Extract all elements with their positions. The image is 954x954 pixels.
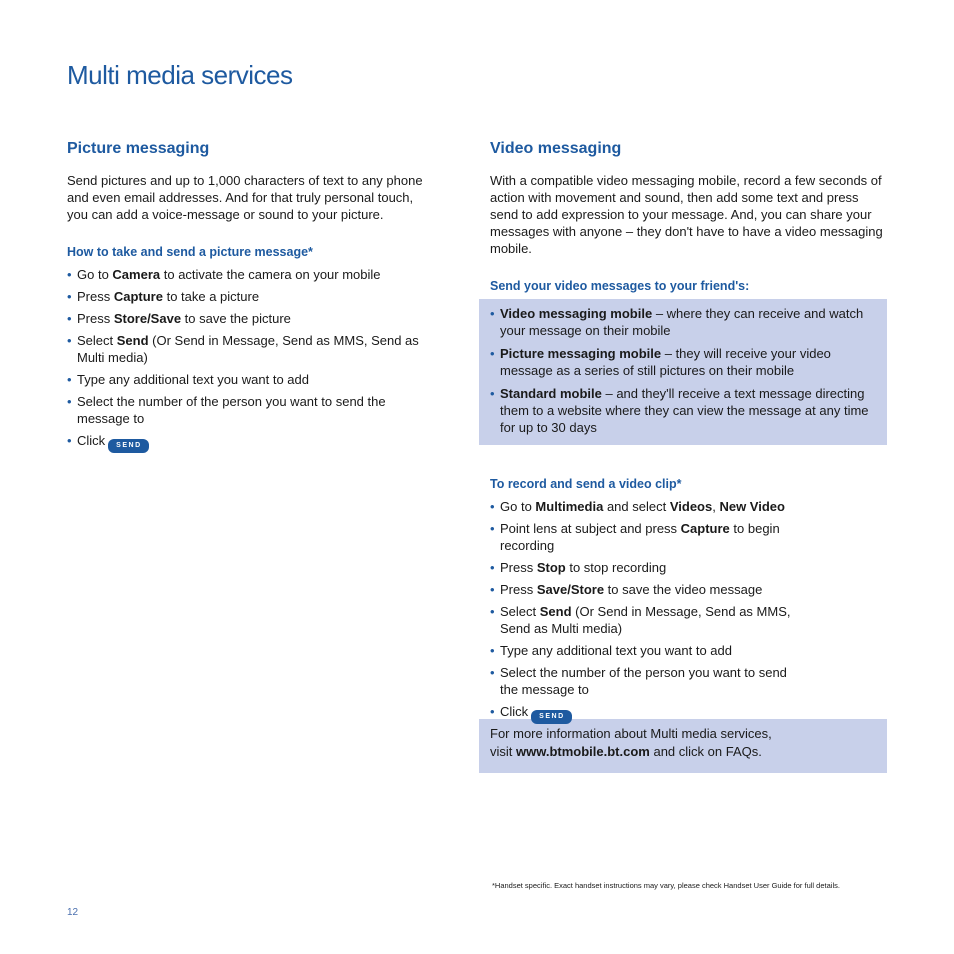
list-item: • Type any additional text you want to add (490, 643, 732, 658)
bullet-icon: • (67, 333, 72, 348)
list-item: • Point lens at subject and press Capture to begin recording (490, 521, 780, 553)
list-item: • Select the number of the person you want to send the message to (490, 665, 787, 697)
bullet-icon: • (490, 643, 495, 658)
picture-message-howto-heading: How to take and send a picture message* (67, 245, 313, 259)
bullet-icon: • (490, 306, 495, 321)
picture-messaging-intro: Send pictures and up to 1,000 characters of text to any phone and even email addresses. And for that truly personal touch, you can add a voice-message or sound to your picture. (67, 173, 423, 222)
list-item: • Press Capture to take a picture (67, 289, 260, 304)
bullet-icon: • (490, 521, 495, 536)
bullet-icon: • (490, 604, 495, 619)
list-item: • Standard mobile – and they'll receive a text message directing them to a website where they can view the message at any time for up to 30 days (490, 386, 869, 435)
bullet-icon: • (67, 311, 72, 326)
record-video-steps (490, 498, 800, 724)
record-video-heading: To record and send a video clip* (490, 477, 682, 491)
bullet-icon: • (67, 267, 72, 282)
footnote: *Handset specific. Exact handset instructions may vary, please check Handset User Guide for full details. (492, 881, 840, 890)
list-item: • Press Stop to stop recording (490, 560, 667, 575)
bullet-icon: • (490, 582, 495, 597)
list-item: • Go to Camera to activate the camera on your mobile (67, 267, 381, 282)
list-item: • Select Send (Or Send in Message, Send as MMS, Send as Multi media) (67, 333, 419, 365)
video-messaging-heading: Video messaging (490, 140, 622, 157)
friends-heading: Send your video messages to your friend's: (490, 279, 750, 293)
send-icon: SEND (531, 710, 571, 724)
bullet-icon: • (490, 665, 495, 680)
bullet-icon: • (490, 386, 495, 401)
list-item: • Select the number of the person you want to send the message to (67, 394, 386, 426)
list-item: • Press Save/Store to save the video message (490, 582, 763, 597)
bullet-icon: • (67, 394, 72, 409)
page-number: 12 (67, 907, 79, 918)
list-item: • Select Send (Or Send in Message, Send as MMS, Send as Multi media) (490, 604, 791, 636)
website-link[interactable]: www.btmobile.bt.com (516, 744, 650, 759)
picture-messaging-heading: Picture messaging (67, 140, 210, 157)
send-icon: SEND (108, 439, 148, 453)
page-title: Multi media services (67, 60, 293, 90)
bullet-icon: • (490, 704, 495, 719)
bullet-icon: • (67, 289, 72, 304)
list-item: • Click SEND (67, 432, 437, 453)
list-item: • Picture messaging mobile – they will receive your video message as a series of still pictures on their mobile (490, 346, 831, 378)
list-item: • Press Store/Save to save the picture (67, 311, 291, 326)
bullet-icon: • (490, 560, 495, 575)
video-messaging-section (490, 140, 890, 729)
bullet-icon: • (67, 433, 72, 448)
list-item: • Go to Multimedia and select Videos, New Video (490, 499, 785, 514)
picture-message-steps (67, 266, 437, 453)
list-item: • Video messaging mobile – where they can receive and watch your message on their mobile (490, 306, 864, 338)
bullet-icon: • (490, 346, 495, 361)
list-item: • Click SEND (490, 703, 800, 724)
picture-messaging-section (67, 140, 437, 458)
friends-list (490, 305, 880, 436)
bullet-icon: • (490, 499, 495, 514)
more-info-text: For more information about Multi media services, visit www.btmobile.bt.com and click on FAQs. (490, 726, 772, 759)
video-messaging-intro: With a compatible video messaging mobile, record a few seconds of action with movement and sound, then add some text and press send to add expression to your message. And, you can share your messages with anyone – they don't have to have a video messaging mobile. (490, 173, 883, 256)
list-item: • Type any additional text you want to add (67, 372, 309, 387)
bullet-icon: • (67, 372, 72, 387)
